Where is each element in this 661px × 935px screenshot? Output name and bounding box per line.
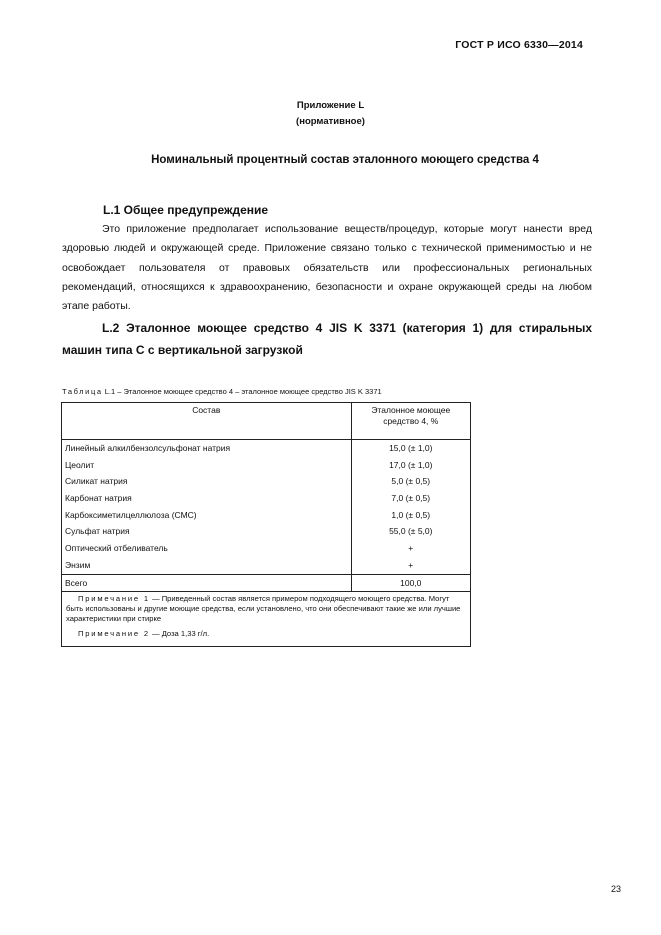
table-row (62, 473, 471, 490)
table-notes (62, 591, 471, 646)
table-row (62, 490, 471, 507)
table-notes-row (62, 591, 471, 646)
total-label: Всего (62, 574, 352, 591)
component-name: Сульфат натрия (62, 523, 352, 540)
component-value: + (351, 557, 470, 574)
table-caption-label: Таблица (62, 387, 103, 396)
note-2-label: Примечание 2 (78, 629, 150, 639)
component-name: Оптический отбеливатель (62, 540, 352, 557)
table-caption-text: L.1 – Эталонное моющее средство 4 – эталонное моющее средство JIS K 3371 (102, 387, 382, 396)
table-note-2 (66, 629, 464, 639)
table-row (62, 440, 471, 457)
table-caption (62, 387, 382, 396)
component-name: Цеолит (62, 457, 352, 474)
section-1-body: Это приложение предполагает использование веществ/процедур, которые могут нанести вред здоровью людей и окружающей среде. Приложение связано только с технической применимостью и не освобождает пользователя от правовых обязательств или профессиональных региональных рекомендаций, относящихся к здравоохранению, безопасности и охране окружающей среды на любом этапе работы. (62, 223, 592, 313)
table-row (62, 457, 471, 474)
standard-code-header: ГОСТ Р ИСО 6330—2014 (455, 39, 583, 51)
annex-status: (нормативное) (296, 116, 365, 127)
component-name: Энзим (62, 557, 352, 574)
note-1-label: Примечание 1 (78, 593, 150, 603)
table-row (62, 557, 471, 574)
page-number: 23 (610, 884, 621, 894)
component-value: 55,0 (± 5,0) (351, 523, 470, 540)
component-name: Карбоксиметилцеллюлоза (СМС) (62, 507, 352, 524)
section-2-heading: L.2 Эталонное моющее средство 4 JIS K 3371 (категория 1) для стиральных машин типа С с вертикальной загрузкой (62, 321, 592, 357)
component-value: 5,0 (± 0,5) (351, 473, 470, 490)
component-value: 7,0 (± 0,5) (351, 490, 470, 507)
component-name: Линейный алкилбензолсульфонат натрия (62, 440, 352, 457)
section-1-heading: L.1 Общее предупреждение (103, 203, 269, 217)
component-value: + (351, 540, 470, 557)
annex-title: Приложение L (296, 100, 365, 111)
composition-table (61, 402, 471, 647)
note-2-text: — Доза 1,33 г/л. (149, 629, 210, 639)
header-detergent-percent: Эталонное моющее средство 4, % (351, 403, 470, 440)
total-value: 100,0 (351, 574, 470, 591)
table-row (62, 540, 471, 557)
component-name: Силикат натрия (62, 473, 352, 490)
document-title: Номинальный процентный состав эталонного моющего средства 4 (151, 154, 539, 166)
component-name: Карбонат натрия (62, 490, 352, 507)
table-row (62, 507, 471, 524)
component-value: 1,0 (± 0,5) (351, 507, 470, 524)
component-value: 17,0 (± 1,0) (351, 457, 470, 474)
component-value: 15,0 (± 1,0) (351, 440, 470, 457)
table-total-row (62, 574, 471, 591)
header-composition: Состав (62, 403, 352, 440)
table-header-row (62, 403, 471, 440)
note-1-text: — Приведенный состав является примером подходящего моющего средства. Могут быть использованы и другие моющие средства, если установлено, что они обеспечивают такие же или лучшие характеристики при стирке (66, 593, 461, 624)
table-note-1 (66, 594, 464, 625)
table-row (62, 523, 471, 540)
